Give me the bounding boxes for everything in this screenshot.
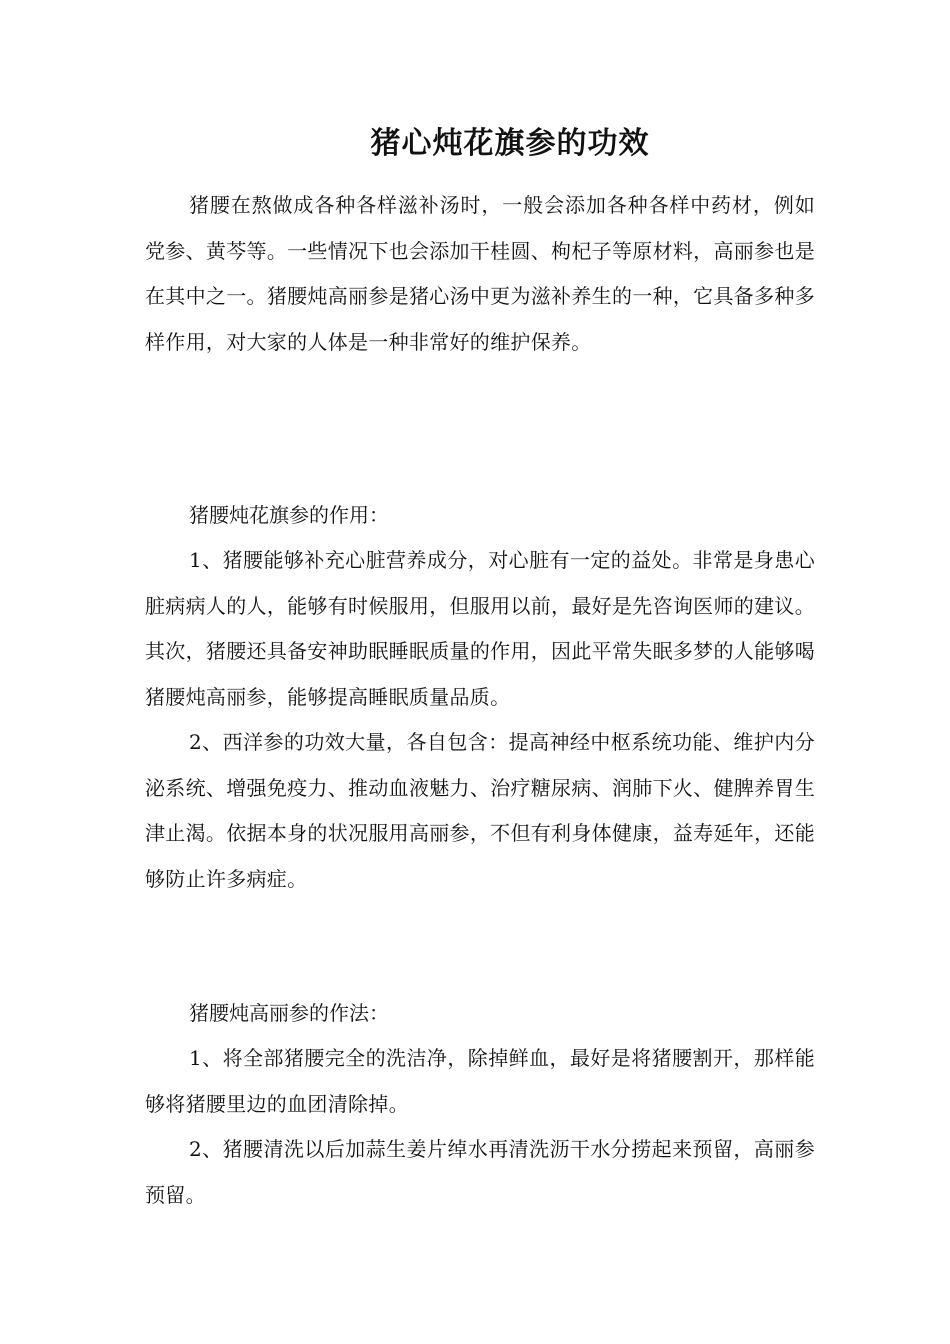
section-heading-recipe: 猪腰炖高丽参的作法： (189, 1001, 389, 1025)
recipe-step-1: 1、将全部猪腰完全的洗洁净，除掉鲜血，最好是将猪腰割开，那样能够将猪腰里边的血团清除掉。 (145, 1046, 815, 1116)
document-title: 猪心炖花旗参的功效 (370, 126, 650, 161)
intro-paragraph: 猪腰在熬做成各种各样滋补汤时，一般会添加各种各样中药材，例如党参、黄芩等。一些情况下也会添加干桂圆、枸杞子等原材料，高丽参也是在其中之一。猪腰炖高丽参是猪心汤中更为滋补养生的一种，它具备多种多样作用，对大家的人体是一种非常好的维护保养。 (145, 193, 815, 354)
recipe-step-2: 2、猪腰清洗以后加蒜生姜片绰水再清洗沥干水分捞起来预留，高丽参预留。 (145, 1137, 815, 1207)
effects-item-1: 1、猪腰能够补充心脏营养成分，对心脏有一定的益处。非常是身患心脏病病人的人，能够有时候服用，但服用以前，最好是先咨询医师的建议。其次，猪腰还具备安神助眠睡眠质量的作用，因此平常失眠多梦的人能够喝猪腰炖高丽参，能够提高睡眠质量品质。 (145, 548, 815, 709)
section-heading-effects: 猪腰炖花旗参的作用： (189, 503, 389, 527)
effects-item-2: 2、西洋参的功效大量，各自包含：提高神经中枢系统功能、维护内分泌系统、增强免疫力、推动血液魅力、治疗糖尿病、润肺下火、健脾养胃生津止渴。依据本身的状况服用高丽参，不但有利身体健康，益寿延年，还能够防止许多病症。 (145, 730, 815, 891)
